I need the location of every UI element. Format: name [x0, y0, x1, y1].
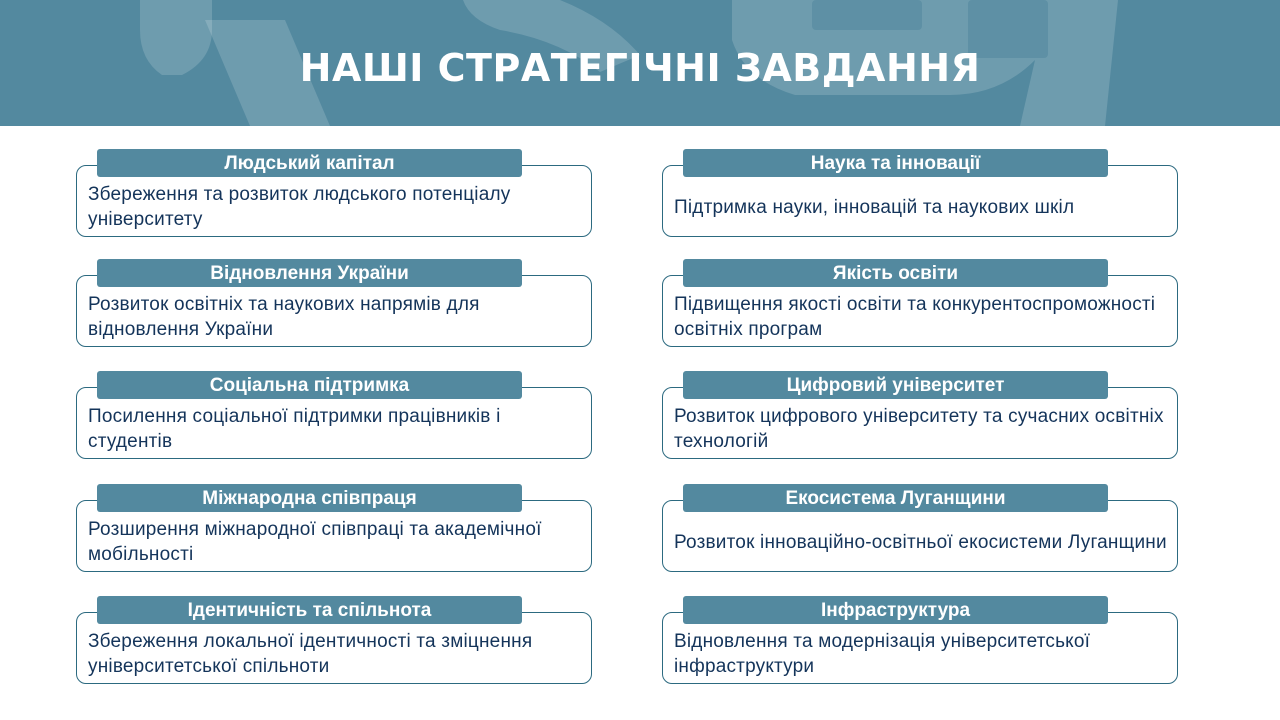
task-card-description-text: Відновлення та модернізація університетської інфраструктури — [674, 631, 1091, 677]
task-card-identity-community — [76, 596, 594, 684]
task-card-description-text: Розвиток освітніх та наукових напрямів для відновлення України — [88, 294, 480, 340]
task-card-description — [674, 516, 1169, 568]
task-card-description-text: Посилення соціальної підтримки працівників і студентів — [88, 406, 501, 452]
task-card-description — [674, 181, 1169, 233]
page-title: НАШІ СТРАТЕГІЧНІ ЗАВДАННЯ — [299, 46, 981, 90]
task-card-science-innovation — [662, 149, 1180, 237]
task-card-description-text: Розширення міжнародної співпраці та академічної мобільності — [88, 519, 542, 565]
task-card-heading: Екосистема Луганщини — [683, 484, 1108, 512]
task-card-description-text: Розвиток цифрового університету та сучасних освітніх технологій — [674, 406, 1164, 452]
task-card-heading: Відновлення України — [97, 259, 522, 287]
task-card-heading: Людський капітал — [97, 149, 522, 177]
task-card-description-text: Збереження та розвиток людського потенціалу університету — [88, 184, 511, 230]
task-card-description — [88, 403, 583, 455]
task-card-heading: Міжнародна співпраця — [97, 484, 522, 512]
task-card-international-cooperation — [76, 484, 594, 572]
task-card-description — [674, 291, 1169, 343]
task-card-description — [674, 628, 1169, 680]
task-card-digital-university — [662, 371, 1180, 459]
task-card-description — [88, 291, 583, 343]
task-card-heading: Ідентичність та спільнота — [97, 596, 522, 624]
task-card-description-text: Розвиток інноваційно-освітньої екосистеми Луганщини — [674, 531, 1167, 553]
task-card-education-quality — [662, 259, 1180, 347]
task-card-heading: Цифровий університет — [683, 371, 1108, 399]
task-card-heading: Інфраструктура — [683, 596, 1108, 624]
task-card-description-text: Підвищення якості освіти та конкурентоспроможності освітніх програм — [674, 294, 1156, 340]
task-card-social-support — [76, 371, 594, 459]
task-card-description — [88, 628, 583, 680]
task-card-luhansk-ecosystem — [662, 484, 1180, 572]
task-card-ukraine-recovery — [76, 259, 594, 347]
task-card-human-capital — [76, 149, 594, 237]
task-card-infrastructure — [662, 596, 1180, 684]
task-card-description — [674, 403, 1169, 455]
task-card-description — [88, 181, 583, 233]
task-card-description — [88, 516, 583, 568]
header-banner — [0, 0, 1280, 126]
task-card-heading: Якість освіти — [683, 259, 1108, 287]
task-card-heading: Наука та інновації — [683, 149, 1108, 177]
task-card-description-text: Збереження локальної ідентичності та зміцнення університетської спільноти — [88, 631, 533, 677]
task-card-description-text: Підтримка науки, інновацій та наукових шкіл — [674, 196, 1075, 218]
task-card-heading: Соціальна підтримка — [97, 371, 522, 399]
